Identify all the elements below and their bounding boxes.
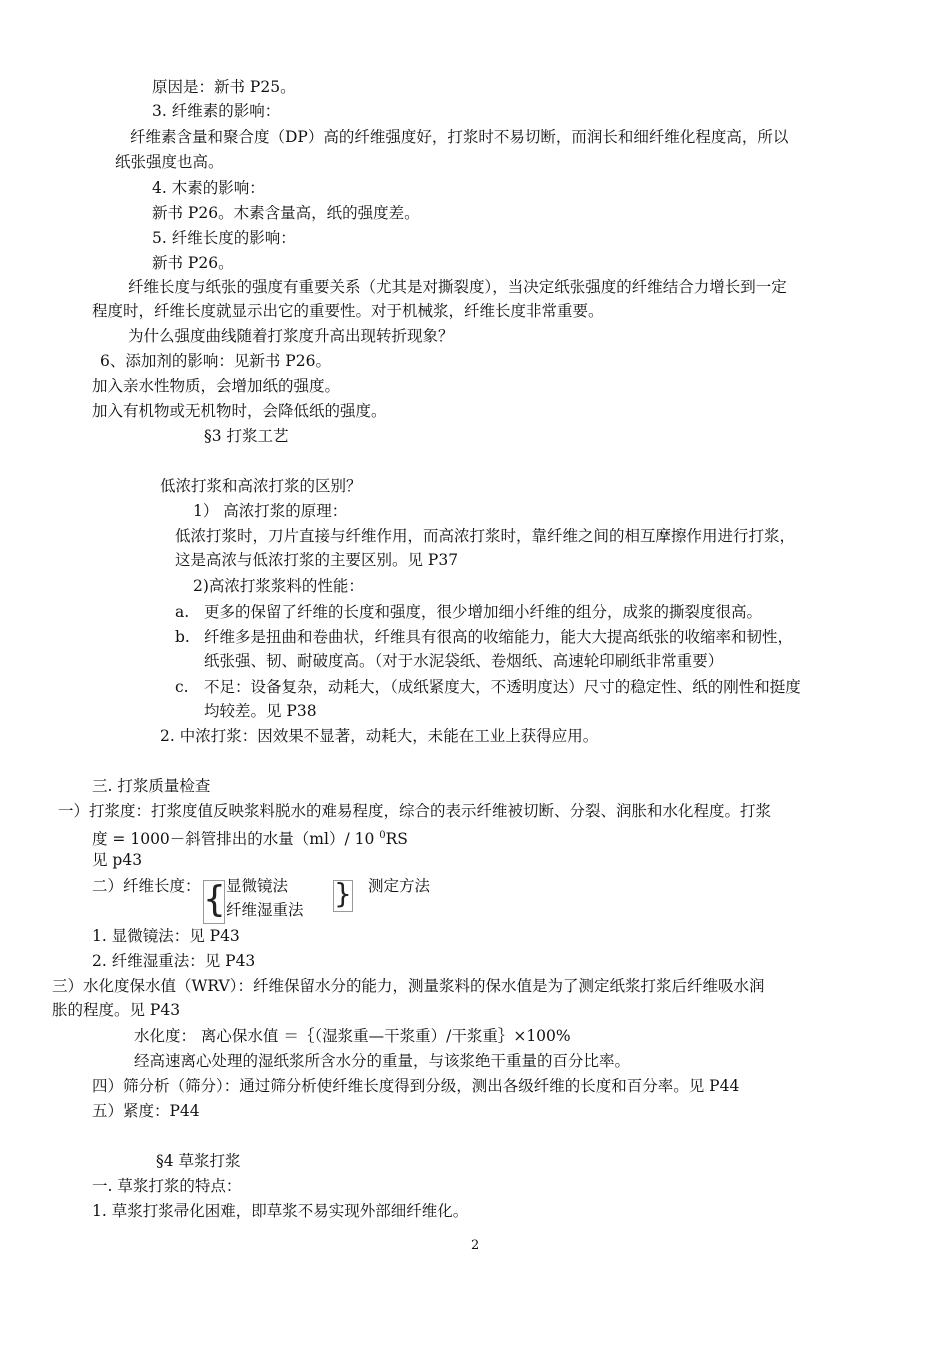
text-line: 纤维素含量和聚合度（DP）高的纤维强度好，打浆时不易切断，而润长和细纤维化程度高，所以	[130, 128, 789, 146]
page-number: 2	[471, 1238, 480, 1253]
section-heading-4: §4 草浆打浆	[156, 1152, 241, 1170]
heading-fiber-length: 5. 纤维长度的影响：	[152, 229, 296, 247]
question-line: 低浓打浆和高浓打浆的区别？	[160, 477, 362, 495]
subheading-properties: 2)高浓打浆浆料的性能：	[193, 577, 364, 595]
left-brace-icon: {	[203, 879, 226, 920]
heading-additives: 6、添加剂的影响：见新书 P26。	[100, 352, 331, 370]
text-line: 纸张强度也高。	[115, 153, 224, 171]
list-marker: a.	[175, 603, 190, 621]
text-line: 经高速离心处理的湿纸浆所含水分的重量，与该浆绝干重量的百分比率。	[134, 1052, 631, 1070]
text-line: 四）筛分析（筛分）：通过筛分析使纤维长度得到分级，测出各级纤维的长度和百分率。见 P44	[92, 1077, 740, 1095]
formula-superscript: 0	[379, 830, 386, 841]
question-line: 为什么强度曲线随着打浆度升高出现转折现象？	[128, 327, 454, 345]
heading-lignin: 4. 木素的影响：	[152, 179, 265, 197]
text-line: 胀的程度。见 P43	[52, 1001, 181, 1019]
method-item: 显微镜法	[226, 877, 289, 895]
heading-cellulose: 3. 纤维素的影响：	[152, 102, 281, 120]
method-item: 纤维湿重法	[226, 901, 304, 919]
text-line: 加入有机物或无机物时，会降低纸的强度。	[92, 402, 387, 420]
text-line: 纤维长度与纸张的强度有重要关系（尤其是对撕裂度），当决定纸张强度的纤维结合力增长到一定	[128, 278, 787, 296]
list-marker: b.	[175, 628, 190, 646]
text-line: 新书 P26。木素含量高，纸的强度差。	[152, 204, 420, 222]
text-line: 加入亲水性物质，会增加纸的强度。	[92, 377, 341, 395]
formula-unit: RS	[385, 830, 408, 848]
subheading: 一. 草浆打浆的特点：	[92, 1177, 242, 1195]
text-line: 这是高浓与低浓打浆的主要区别。见 P37	[175, 551, 459, 569]
text-line: 新书 P26。	[152, 254, 234, 272]
text-line: 2. 中浓打浆：因效果不显著，动耗大，未能在工业上获得应用。	[160, 727, 599, 745]
list-item-continued: 均较差。见 P38	[204, 702, 317, 720]
right-brace-icon: }	[334, 877, 352, 910]
text-line: 五）紧度：P44	[92, 1102, 200, 1120]
formula-text: 度 = 1000－斜管排出的水量（ml）/ 10	[92, 830, 375, 848]
list-marker: c.	[175, 678, 189, 696]
text-line: 见 p43	[92, 851, 143, 869]
text-line: 测定方法	[368, 877, 431, 895]
list-item: 1. 显微镜法：见 P43	[92, 927, 240, 945]
text-line: 一）打浆度：打浆度值反映浆料脱水的难易程度，综合的表示纤维被切断、分裂、润胀和水化程度。打浆	[58, 802, 772, 820]
text-line: 程度时，纤维长度就显示出它的重要性。对于机械浆，纤维长度非常重要。	[92, 302, 604, 320]
text-line: 原因是：新书 P25。	[152, 78, 296, 96]
list-item: 更多的保留了纤维的长度和强度，很少增加细小纤维的组分，成浆的撕裂度很高。	[204, 603, 763, 621]
section-heading-quality: 三. 打浆质量检查	[92, 777, 211, 795]
text-line: 低浓打浆时，刀片直接与纤维作用，而高浓打浆时，靠纤维之间的相互摩擦作用进行打浆，	[175, 527, 796, 545]
list-item: 纤维多是扭曲和卷曲状，纤维具有很高的收缩能力，能大大提高纸张的收缩率和韧性，	[204, 628, 794, 646]
list-item: 1. 草浆打浆帚化困难，即草浆不易实现外部细纤维化。	[92, 1202, 469, 1220]
formula-line	[92, 825, 408, 850]
subheading-principle: 1） 高浓打浆的原理：	[193, 502, 348, 520]
list-item: 2. 纤维湿重法：见 P43	[92, 952, 256, 970]
section-heading-3: §3 打浆工艺	[204, 427, 289, 445]
list-item: 不足：设备复杂，动耗大，（成纸紧度大，不透明度达）尺寸的稳定性、纸的刚性和挺度	[204, 678, 801, 696]
list-item-continued: 纸张强、韧、耐破度高。（对于水泥袋纸、卷烟纸、高速轮印刷纸非常重要）	[204, 652, 724, 670]
text-line: 三）水化度保水值（WRV）：纤维保留水分的能力，测量浆料的保水值是为了测定纸浆打浆后纤维吸水润	[52, 977, 765, 995]
formula-line: 水化度： 离心保水值 ＝｛（湿浆重—干浆重）/干浆重｝×100%	[134, 1027, 571, 1045]
fiber-length-label: 二）纤维长度：	[92, 877, 201, 895]
